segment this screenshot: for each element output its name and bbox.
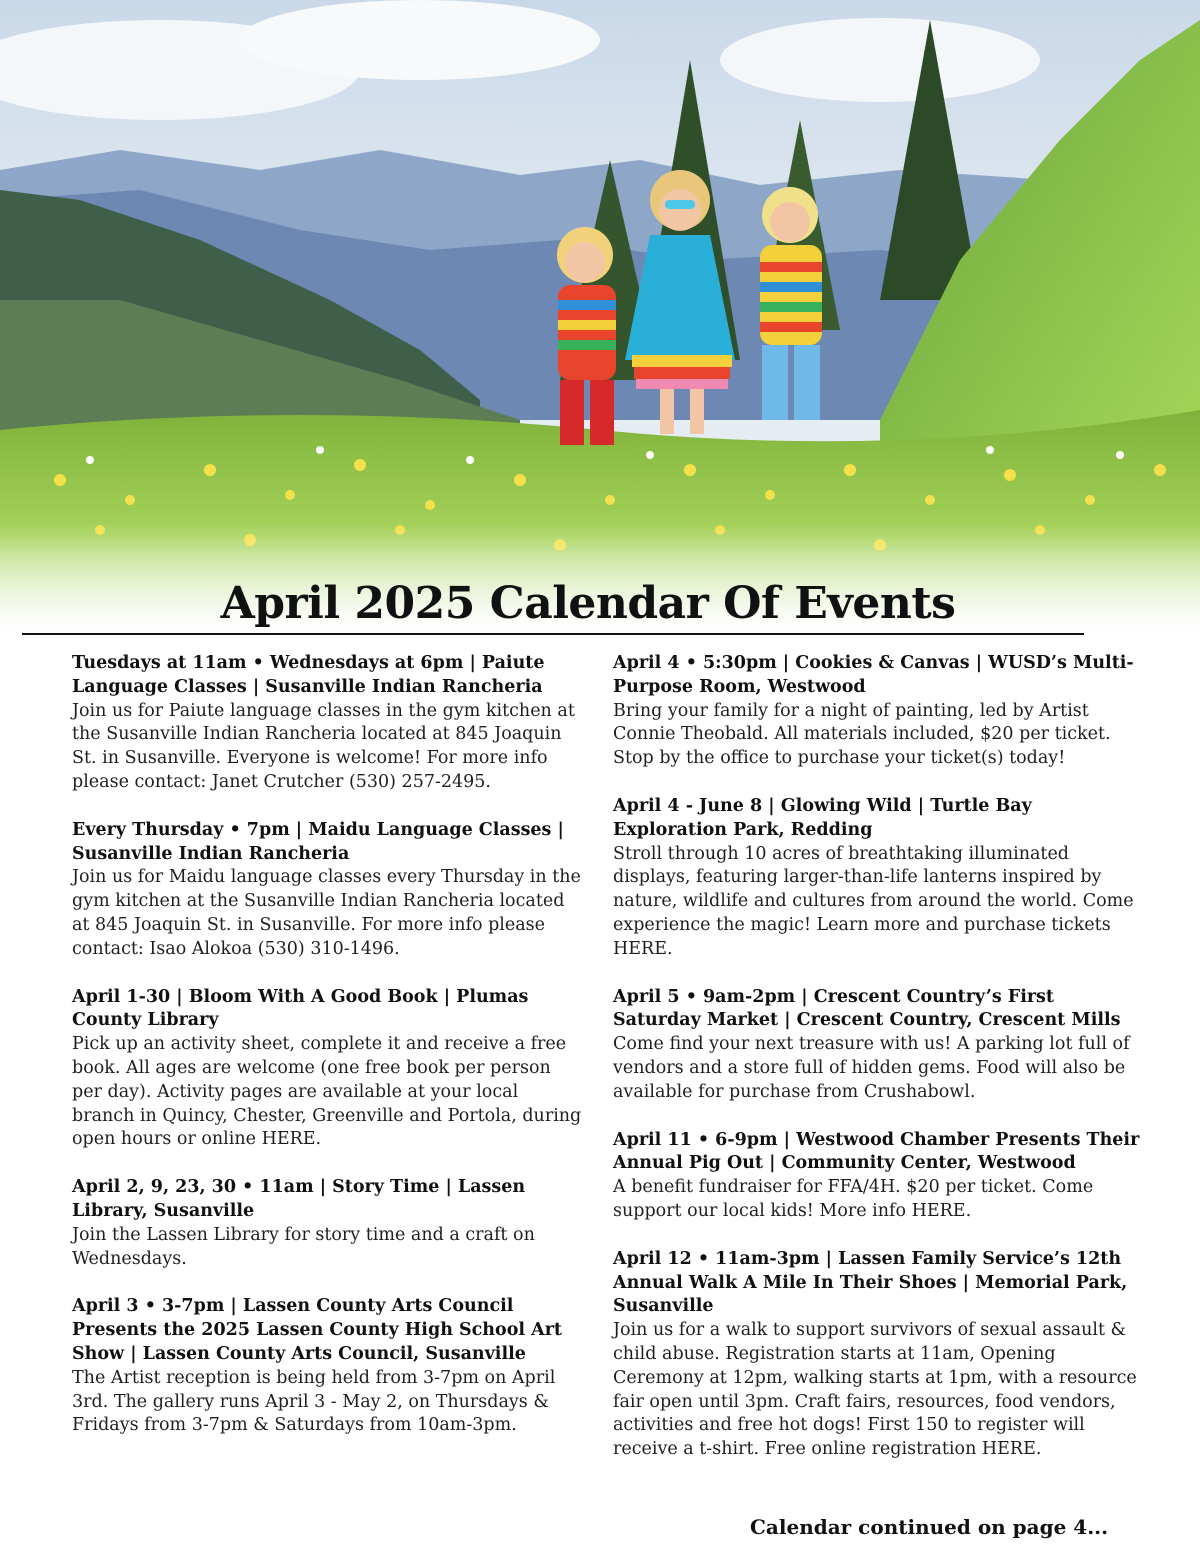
- event-heading: April 1-30 | Bloom With A Good Book | Plumas County Library: [72, 986, 529, 1031]
- event-item: [72, 986, 584, 1153]
- hero-photo: [0, 0, 1200, 640]
- event-heading: April 4 • 5:30pm | Cookies & Canvas | WUSD’s Multi-Purpose Room, Westwood: [613, 653, 1134, 697]
- event-description: Join us for a walk to support survivors of sexual assault & child abuse. Registration starts at 11am, Opening Ceremony at 12pm, walking starts at 1pm, with a resource fair open until 3pm. Craft fairs, resources, food vendors, activities and free hot dogs! First 150 to register will receive a t-shirt. Free online registration HERE.: [613, 1320, 1137, 1460]
- event-heading: April 3 • 3-7pm | Lassen County Arts Council Presents the 2025 Lassen County High School Art Show | Lassen County Arts Council, Susanville: [72, 1296, 562, 1364]
- event-heading: April 12 • 11am-3pm | Lassen Family Service’s 12th Annual Walk A Mile In Their Shoes | Memorial Park, Susanville: [613, 1248, 1128, 1317]
- event-item: [613, 986, 1143, 1105]
- event-description: The Artist reception is being held from 3-7pm on April 3rd. The gallery runs April 3 - May 2, on Thursdays & Fridays from 3-7pm & Saturdays from 10am-3pm.: [72, 1367, 556, 1436]
- event-description: A benefit fundraiser for FFA/4H. $20 per ticket. Come support our local kids! More info HERE.: [613, 1177, 1094, 1221]
- event-heading: Tuesdays at 11am • Wednesdays at 6pm | Paiute Language Classes | Susanville Indian Rancheria: [72, 653, 545, 697]
- meadow-illustration: [0, 0, 1200, 640]
- event-item: [72, 1295, 584, 1438]
- event-item: [613, 1248, 1143, 1462]
- event-heading: April 5 • 9am-2pm | Crescent Country’s First Saturday Market | Crescent Country, Crescent Mills: [613, 986, 1121, 1031]
- event-item: [72, 819, 584, 962]
- continued-note: Calendar continued on page 4...: [750, 1515, 1109, 1539]
- events-column-left: [72, 652, 584, 1462]
- event-description: Join us for Paiute language classes in the gym kitchen at the Susanville Indian Rancheria located at 845 Joaquin St. in Susanville. Everyone is welcome! For more info please contact: Janet Crutcher (530) 257-2495.: [72, 700, 575, 792]
- title-divider: [22, 633, 1084, 635]
- event-heading: Every Thursday • 7pm | Maidu Language Classes | Susanville Indian Rancheria: [72, 819, 564, 864]
- event-item: [613, 1129, 1143, 1224]
- event-description: Join the Lassen Library for story time and a craft on Wednesdays.: [72, 1224, 535, 1269]
- event-description: Come find your next treasure with us! A parking lot full of vendors and a store full of hidden gems. Food will also be available for purchase from Crushabowl.: [613, 1034, 1130, 1102]
- events-column-right: [613, 652, 1143, 1486]
- event-item: [613, 652, 1143, 771]
- event-item: [72, 1176, 584, 1271]
- page-title: April 2025 Calendar Of Events: [220, 578, 956, 629]
- event-description: Pick up an activity sheet, complete it and receive a free book. All ages are welcome (one free book per person per day). Activity pages are available at your local branch in Quincy, Chester, Greenville and Portola, during open hours or online HERE.: [72, 1034, 582, 1150]
- event-heading: April 4 - June 8 | Glowing Wild | Turtle Bay Exploration Park, Redding: [613, 795, 1032, 840]
- event-description: Join us for Maidu language classes every Thursday in the gym kitchen at the Susanville Indian Rancheria located at 845 Joaquin St. in Susanville. For more info please contact: Isao Alokoa (530) 310-1496.: [72, 867, 581, 959]
- event-heading: April 2, 9, 23, 30 • 11am | Story Time | Lassen Library, Susanville: [72, 1177, 526, 1221]
- event-description: Bring your family for a night of painting, led by Artist Connie Theobald. All materials included, $20 per ticket. Stop by the office to purchase your ticket(s) today!: [613, 700, 1111, 769]
- event-description: Stroll through 10 acres of breathtaking illuminated displays, featuring larger-than-life lanterns inspired by nature, wildlife and cultures from around the world. Come experience the magic! Learn more and purchase tickets HERE.: [613, 843, 1134, 959]
- event-heading: April 11 • 6-9pm | Westwood Chamber Presents Their Annual Pig Out | Community Center, Westwood: [613, 1129, 1140, 1174]
- event-item: [72, 652, 584, 795]
- event-item: [613, 795, 1143, 962]
